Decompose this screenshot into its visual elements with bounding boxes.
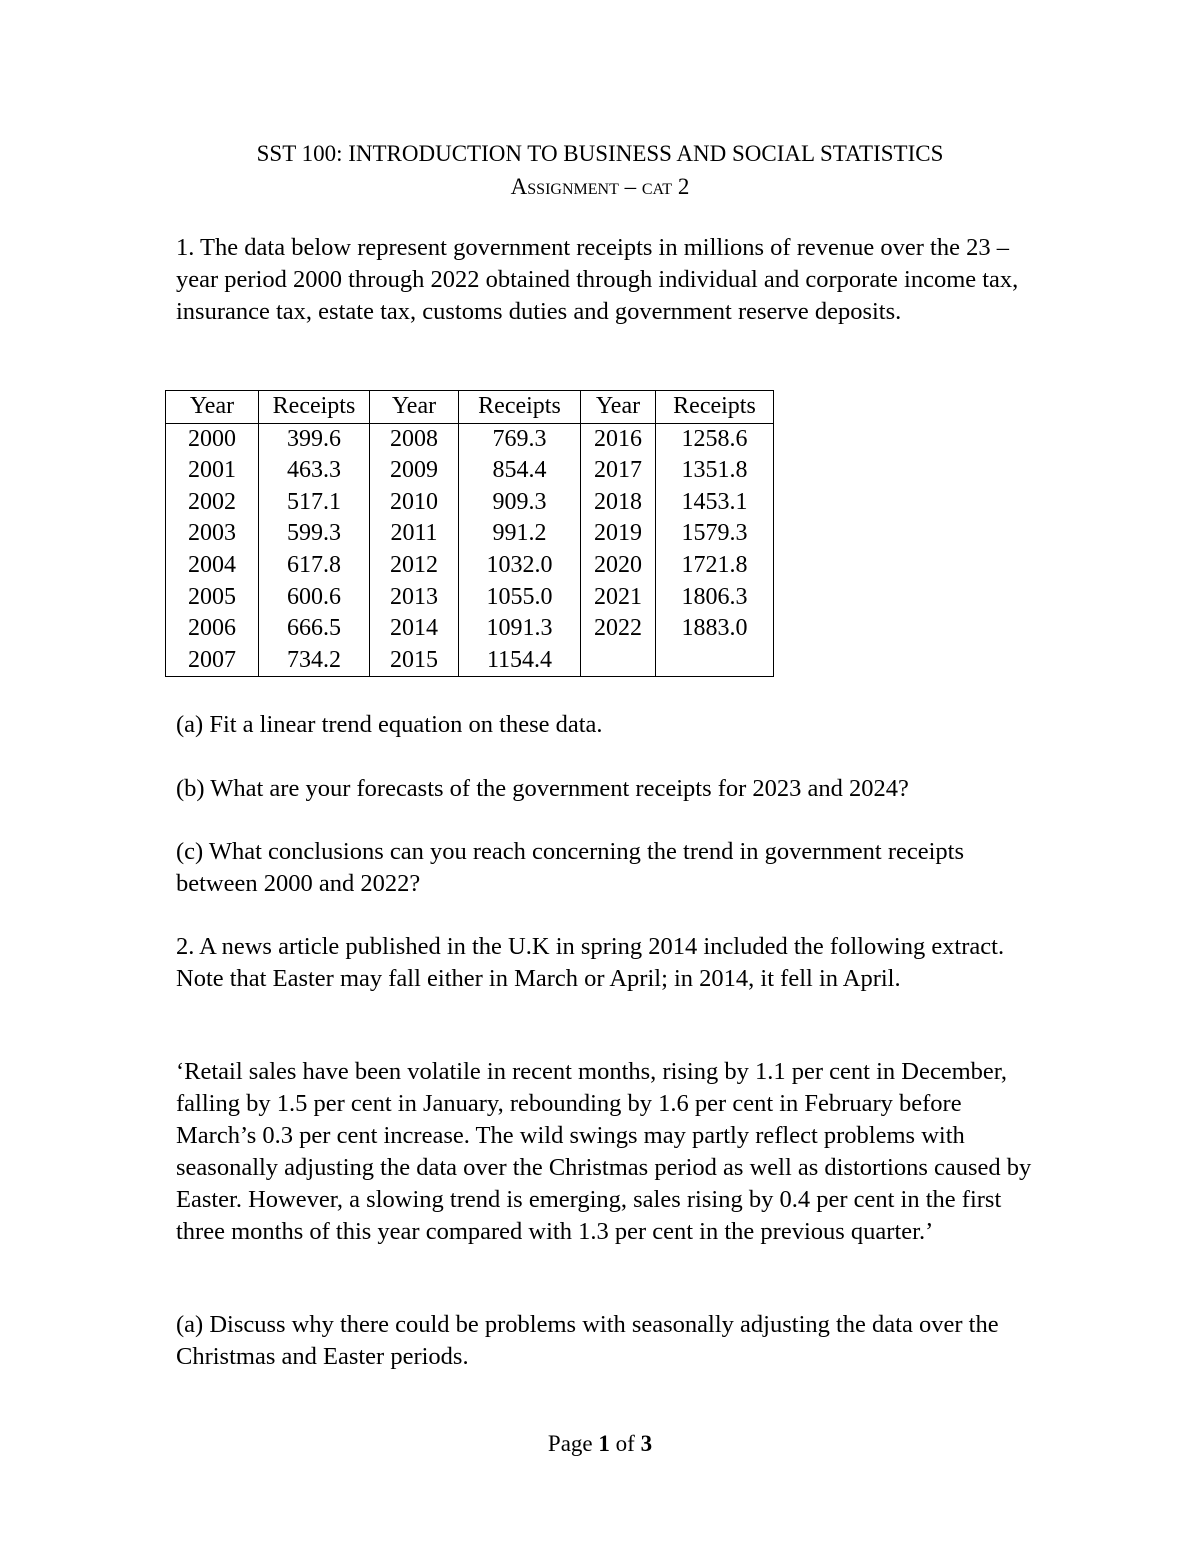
- table-cell: [581, 645, 656, 677]
- course-title: SST 100: INTRODUCTION TO BUSINESS AND SOCIAL STATISTICS: [256, 141, 944, 166]
- table-cell: 1154.4: [459, 645, 581, 677]
- table-cell: 2019: [581, 518, 656, 550]
- question-2-intro: 2. A news article published in the U.K in spring 2014 included the following extract. Note that Easter may fall either in March or April; in 2014, it fell in April.: [176, 933, 1005, 992]
- table-cell: 909.3: [459, 487, 581, 519]
- table-cell: 2017: [581, 455, 656, 487]
- table-cell: 2018: [581, 487, 656, 519]
- table-cell: 2010: [370, 487, 459, 519]
- table-row: [166, 613, 774, 645]
- table-cell: 854.4: [459, 455, 581, 487]
- table-cell: 1883.0: [656, 613, 774, 645]
- table-cell: 2006: [166, 613, 259, 645]
- table-cell: 2022: [581, 613, 656, 645]
- column-header: Receipts: [459, 391, 581, 424]
- question-2-part-a: (a) Discuss why there could be problems with seasonally adjusting the data over the Christmas and Easter periods.: [176, 1311, 999, 1370]
- table-cell: 600.6: [259, 582, 370, 614]
- table-cell: 2001: [166, 455, 259, 487]
- table-cell: 2000: [166, 423, 259, 455]
- table-cell: 2016: [581, 423, 656, 455]
- table-row: [166, 423, 774, 455]
- question-2-quote: ‘Retail sales have been volatile in recent months, rising by 1.1 per cent in December, falling by 1.5 per cent in January, rebounding by 1.6 per cent in February before March’s 0.3 per cent increase. The wild swings may partly reflect problems with seasonally adjusting the data over the Christmas period as well as distortions caused by Easter. However, a slowing trend is emerging, sales rising by 0.4 per cent in the first three months of this year compared with 1.3 per cent in the previous quarter.’: [176, 1058, 1032, 1245]
- of-label: of: [615, 1431, 635, 1456]
- table-row: [166, 487, 774, 519]
- table-row: [166, 518, 774, 550]
- table-cell: 2011: [370, 518, 459, 550]
- table-cell: 2002: [166, 487, 259, 519]
- page-total: 3: [640, 1431, 653, 1456]
- receipts-table: [165, 390, 774, 677]
- table-cell: 1351.8: [656, 455, 774, 487]
- table-row: [166, 550, 774, 582]
- table-cell: 1806.3: [656, 582, 774, 614]
- column-header: Receipts: [259, 391, 370, 424]
- table-cell: 2007: [166, 645, 259, 677]
- table-cell: 2008: [370, 423, 459, 455]
- column-header: Year: [370, 391, 459, 424]
- table-cell: 517.1: [259, 487, 370, 519]
- question-1-part-c: (c) What conclusions can you reach concerning the trend in government receipts between 2000 and 2022?: [176, 838, 965, 897]
- table-cell: 2012: [370, 550, 459, 582]
- table-cell: 2003: [166, 518, 259, 550]
- table-cell: 734.2: [259, 645, 370, 677]
- table-cell: 599.3: [259, 518, 370, 550]
- page-number: 1: [598, 1431, 610, 1456]
- table-cell: 1579.3: [656, 518, 774, 550]
- table-cell: 1258.6: [656, 423, 774, 455]
- column-header: Receipts: [656, 391, 774, 424]
- table-cell: 399.6: [259, 423, 370, 455]
- table-row: [166, 645, 774, 677]
- table-row: [166, 582, 774, 614]
- assignment-title: Assignment – cat 2: [510, 174, 690, 199]
- table-cell: 2015: [370, 645, 459, 677]
- table-cell: 2013: [370, 582, 459, 614]
- question-1-part-a: (a) Fit a linear trend equation on these data.: [176, 711, 603, 738]
- question-1-part-b: (b) What are your forecasts of the government receipts for 2023 and 2024?: [176, 775, 909, 802]
- table-row: [166, 455, 774, 487]
- table-cell: 1453.1: [656, 487, 774, 519]
- table-cell: 991.2: [459, 518, 581, 550]
- table-cell: 1055.0: [459, 582, 581, 614]
- column-header: Year: [166, 391, 259, 424]
- table-cell: 2004: [166, 550, 259, 582]
- column-header: Year: [581, 391, 656, 424]
- table-cell: 617.8: [259, 550, 370, 582]
- table-cell: 2021: [581, 582, 656, 614]
- table-cell: 1032.0: [459, 550, 581, 582]
- page-footer: [0, 1429, 1200, 1459]
- question-1-intro: 1. The data below represent government receipts in millions of revenue over the 23 – year period 2000 through 2022 obtained through individual and corporate income tax, insurance tax, estate tax, customs duties and government reserve deposits.: [176, 234, 1019, 325]
- table-cell: 666.5: [259, 613, 370, 645]
- table-cell: 1091.3: [459, 613, 581, 645]
- table-cell: 463.3: [259, 455, 370, 487]
- table-cell: 2014: [370, 613, 459, 645]
- table-header-row: [166, 391, 774, 424]
- table-cell: 2005: [166, 582, 259, 614]
- table-cell: 2009: [370, 455, 459, 487]
- table-cell: 2020: [581, 550, 656, 582]
- page-label: Page: [547, 1431, 593, 1456]
- table-cell: 1721.8: [656, 550, 774, 582]
- table-cell: [656, 645, 774, 677]
- table-cell: 769.3: [459, 423, 581, 455]
